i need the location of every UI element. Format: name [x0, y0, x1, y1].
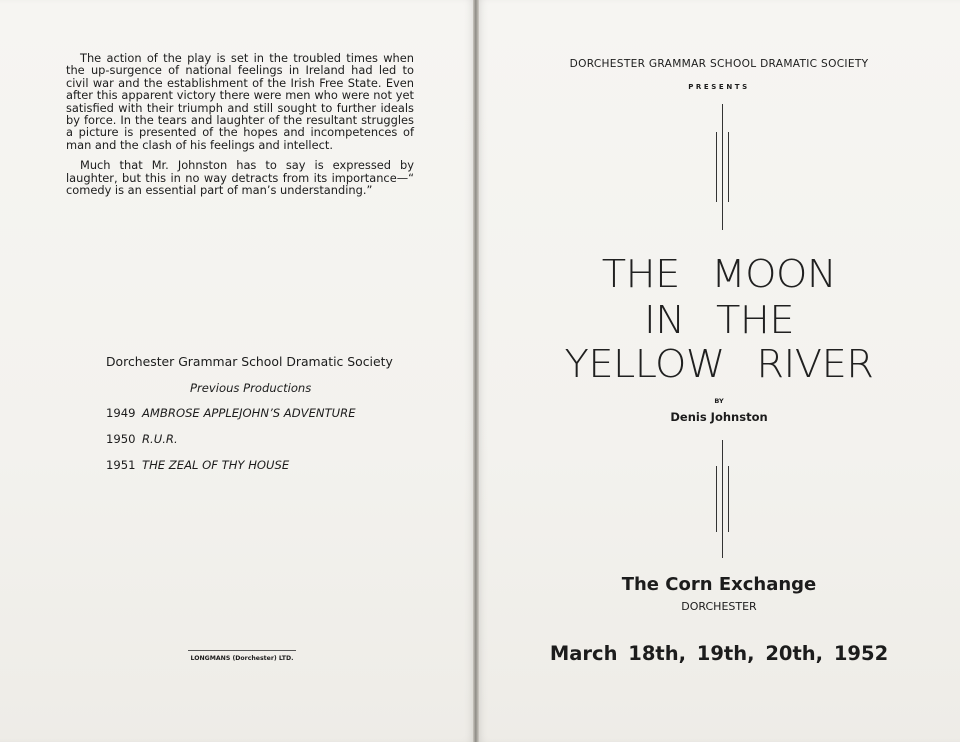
title-word: YELLOW: [564, 342, 725, 386]
venue-town: DORCHESTER: [681, 600, 757, 613]
by-label: BY: [714, 397, 724, 405]
decorative-rule: [728, 466, 729, 532]
synopsis-paragraph: Much that Mr. Johnston has to say is expressed by laughter, but this in no way detracts from its importance—“ comedy is an essential part of man’s understanding.”: [66, 158, 414, 198]
title-word: THE: [601, 252, 680, 296]
production-title: THE ZEAL OF THY HOUSE: [142, 458, 290, 472]
performance-dates: March 18th, 19th, 20th, 1952: [549, 642, 889, 665]
venue-name: The Corn Exchange: [621, 574, 817, 595]
decorative-rule: [722, 440, 723, 558]
author-name: Denis Johnston: [670, 410, 768, 424]
play-title-line: [466, 252, 960, 296]
synopsis: [66, 52, 414, 204]
title-word: IN: [643, 298, 685, 342]
society-heading: DORCHESTER GRAMMAR SCHOOL DRAMATIC SOCIETY: [569, 58, 869, 70]
play-title-line: [466, 298, 960, 342]
title-word: MOON: [711, 252, 837, 296]
production-title: R.U.R.: [142, 432, 178, 446]
decorative-rule: [728, 132, 729, 202]
previous-heading: Previous Productions: [190, 381, 312, 395]
decorative-rule: [716, 466, 717, 532]
production-year: 1951: [106, 458, 136, 472]
production-row: [106, 406, 356, 420]
production-row: [106, 432, 178, 446]
decorative-rule: [716, 132, 717, 202]
title-word: THE: [716, 298, 795, 342]
presents-label: PRESENTS: [688, 83, 750, 91]
production-year: 1950: [106, 432, 136, 446]
production-title: AMBROSE APPLEJOHN’S ADVENTURE: [142, 406, 356, 420]
production-year: 1949: [106, 406, 136, 420]
synopsis-paragraph: The action of the play is set in the troubled times when the up-surgence of national feelings in Ireland had led to civil war and the establishment of the Irish Free State. Even after this apparent victory there were men who were not yet satisfied with their triumph and still sought to further ideals by force. In the tears and laughter of the resultant struggles a picture is presented of the hopes and incompetences of man and the clash of his feelings and intellect.: [66, 51, 414, 152]
production-row: [106, 458, 289, 472]
printer-credit: LONGMANS (Dorchester) LTD.: [188, 650, 296, 662]
play-title-line: [466, 342, 960, 386]
title-word: RIVER: [756, 342, 874, 386]
decorative-rule: [722, 104, 723, 230]
previous-society: Dorchester Grammar School Dramatic Society: [106, 354, 393, 369]
